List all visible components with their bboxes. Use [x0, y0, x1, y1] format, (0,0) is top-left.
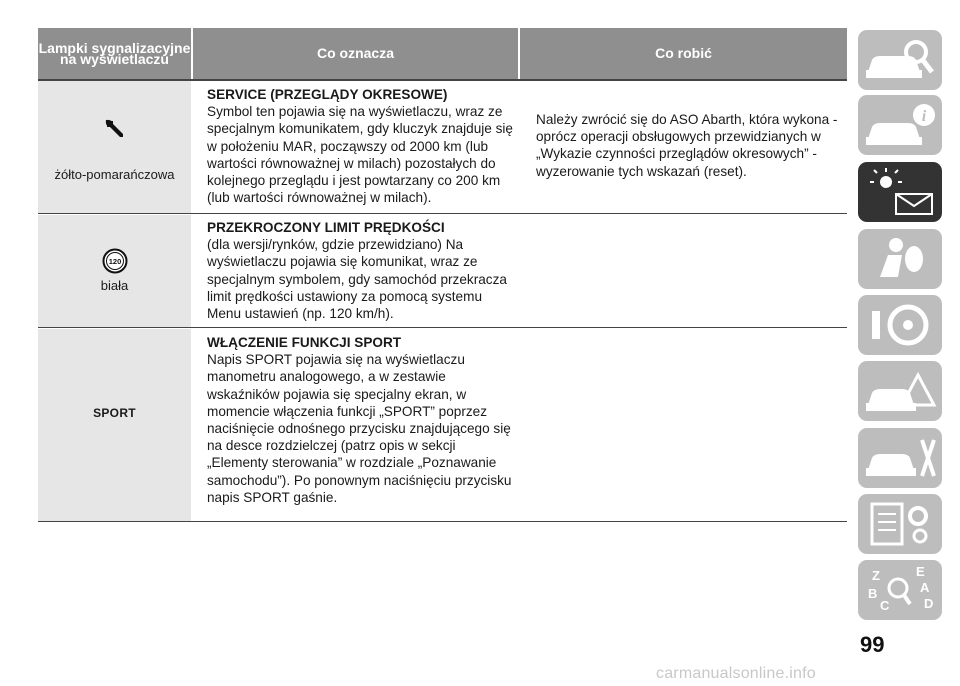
- header-warning-lights: Lampki sygnalizacyjne na wyświetlaczu: [38, 28, 191, 79]
- color-label: żółto-pomarańczowa: [54, 167, 175, 182]
- row-title: PRZEKROCZONY LIMIT PRĘDKOŚCI: [207, 220, 445, 235]
- icon-cell-bg: [38, 329, 191, 521]
- warning-lights-icon: [858, 162, 942, 222]
- row-speed-icon-cell: [38, 248, 191, 293]
- svg-text:B: B: [868, 586, 878, 601]
- chapter-tab-steering[interactable]: [858, 295, 942, 355]
- header-meaning: Co oznacza: [193, 28, 518, 79]
- chapter-tab-maintenance[interactable]: [858, 494, 942, 554]
- sport-icon: SPORT: [93, 406, 136, 420]
- row-speed-meaning: [207, 219, 517, 322]
- svg-text:C: C: [880, 598, 890, 613]
- svg-text:A: A: [920, 580, 930, 595]
- row-service-icon-cell: [38, 118, 191, 182]
- car-search-icon: [858, 30, 942, 90]
- checklist-gear-icon: [858, 494, 942, 554]
- row-service-meaning: [207, 86, 517, 206]
- svg-text:Z: Z: [872, 568, 880, 583]
- header-action: Co robić: [520, 28, 847, 79]
- chapter-tab-airbag[interactable]: [858, 229, 942, 289]
- svg-text:E: E: [916, 564, 925, 579]
- row-title: WŁĄCZENIE FUNKCJI SPORT: [207, 335, 402, 350]
- car-tools-icon: [858, 428, 942, 488]
- row-rule: [38, 521, 847, 522]
- row-rule: [38, 213, 847, 214]
- chapter-tab-warning-lights[interactable]: [858, 162, 942, 222]
- row-title: SERVICE (PRZEGLĄDY OKRESOWE): [207, 87, 448, 102]
- wrench-icon: [104, 118, 126, 140]
- chapter-tab-car-info[interactable]: [858, 95, 942, 155]
- chapter-tab-tools[interactable]: [858, 428, 942, 488]
- row-rule: [38, 327, 847, 328]
- color-label: biała: [100, 278, 129, 293]
- chapter-tab-accident[interactable]: [858, 361, 942, 421]
- car-info-icon: [858, 95, 942, 155]
- row-meaning-text: Symbol ten pojawia się na wyświetlaczu, wraz ze specjalnym komunikatem, gdy kluczyk znajduje się w położeniu MAR, począwszy od 2000 km (lub wartości równoważnej w milach) pozostałych do kolejnego przeglądu i jest powtarzany co 200 km (lub wartości równoważnej w milach).: [207, 104, 513, 206]
- svg-text:D: D: [924, 596, 934, 611]
- car-accident-icon: [858, 361, 942, 421]
- alphabet-index-icon: [858, 560, 942, 620]
- row-service-action: Należy zwrócić się do ASO Abarth, która wykona - oprócz operacji obsługowych przewidzianych w „Wykazie czynności przeglądów okresowych” - wyzerowanie tych wskazań (reset).: [536, 112, 838, 179]
- page-number: 99: [860, 632, 885, 657]
- row-sport-meaning: [207, 334, 517, 506]
- svg-text:120: 120: [108, 257, 121, 266]
- row-meaning-text: Napis SPORT pojawia się na wyświetlaczu manometru analogowego, a w zestawie wskaźników pojawia się specjalny ekran, w momencie włączenia funkcji „SPORT” poprzez naciśnięcie odnośnego przycisku znajdującego się na desce rozdzielczej (patrz opis w sekcji „Elementy sterowania” w rozdziale „Poznawanie samochodu”). Po ponownym naciśnięciu przycisku napis SPORT gaśnie.: [207, 352, 512, 505]
- chapter-tab-car-search[interactable]: [858, 30, 942, 90]
- speed-limit-120-icon: [102, 248, 128, 274]
- watermark: carmanualsonline.info: [656, 665, 816, 682]
- chapter-tab-index[interactable]: [858, 560, 942, 620]
- row-meaning-text: (dla wersji/rynków, gdzie przewidziano) Na wyświetlaczu pojawia się komunikat, wraz ze specjalnym symbolem, gdy samochód przekracza limit prędkości ustawiony za pomocą systemu Menu ustawień (np. 120 km/h).: [207, 237, 507, 322]
- airbag-person-icon: [858, 229, 942, 289]
- steering-wheel-icon: [858, 295, 942, 355]
- svg-text:i: i: [921, 108, 927, 125]
